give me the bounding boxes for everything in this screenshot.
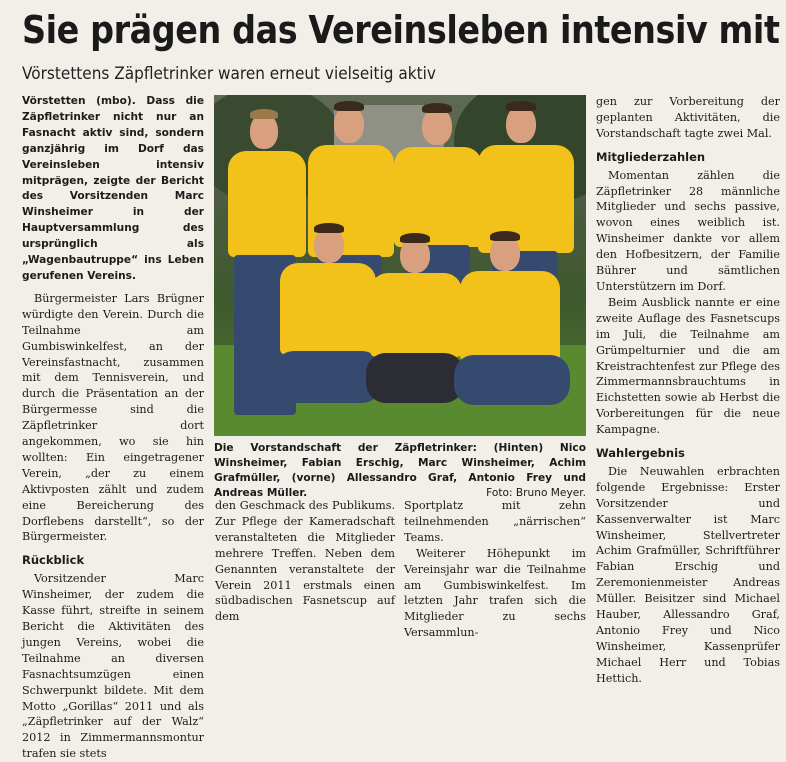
paragraph: Vorsitzender Marc Winsheimer, der zudem die Kasse führt, streifte in seinem Bericht die Aktivitäten des jungen Vereins, wobei die Teilnahme an diversen Fasnachtsumzügen einen Schwerpunkt bildete. Mit dem Motto „Gorillas“ 2011 und als „Zäpfletrinker auf der Walz“ 2012 in Zimmermannsmontur trafen sie stets <box>22 572 204 761</box>
section-heading-rueckblick: Rückblick <box>22 553 85 568</box>
section-heading-mitgliederzahlen: Mitgliederzahlen <box>596 149 706 164</box>
paragraph: Bürgermeister Lars Brügner würdigte den Verein. Durch die Teilnahme am Gumbiswinkelfest, an der Vereinsfastnacht, zusammen mit dem Tennisverein, und durch die Präsentation an der Bürgermesse sind die Zäpfletrinker dort angekommen, wo sie hin wollten: Ein eingetragener Verein, „der zu einem Aktivposten zählt und zudem eine Bereicherung des Dorflebens darstellt“, so der Bürgermeister. <box>22 291 204 544</box>
paragraph: Weiterer Höhepunkt im Vereinsjahr war die Teilnahme am Gumbiswinkelfest. Im letzten Jahr trafen sich die Mitglieder zu sechs Versammlun- <box>404 546 586 640</box>
paragraph: Die Neuwahlen erbrachten folgende Ergebnisse: Erster Vorsitzender und Kassenverwalter ist Marc Winsheimer, Stellvertreter Achim Grafmüller, Schriftführer Fabian Erschig und Zeremonienmeister Andreas Müller. Beisitzer sind Michael Hauber, Allessandro Graf, Antonio Frey und Nico Winsheimer, Kassenprüfer Michael Herr und Tobias Hettich. <box>596 464 780 685</box>
lead-paragraph: Vörstetten (mbo). Dass die Zäpfletrinker nicht nur an Fasnacht aktiv sind, sondern ganzjährig im Dorf das Vereinsleben intensiv mitprägen, zeigte der Bericht des Vorsitzenden Marc Winsheimer in der Hauptversammlung des ursprünglich als „Wagenbautruppe“ ins Leben gerufenen Vereins. <box>22 95 204 282</box>
article-column-2 <box>215 498 395 625</box>
photo-credit: Foto: Bruno Meyer. <box>486 487 586 499</box>
subheadline: Vörstettens Zäpfletrinker waren erneut vielseitig aktiv <box>22 64 436 84</box>
group-photo <box>214 95 586 436</box>
section-heading-wahlergebnis: Wahlergebnis <box>596 446 685 461</box>
article-column-4 <box>596 94 780 687</box>
paragraph: den Geschmack des Publikums. Zur Pflege der Kameradschaft veranstalteten die Mitglieder mehrere Treffen. Neben dem Genannten veranstaltete der Verein 2011 erstmals einen südbadischen Fasnetscup auf dem <box>215 499 395 624</box>
article-column-1 <box>22 94 204 762</box>
article-column-3 <box>404 498 586 641</box>
paragraph: gen zur Vorbereitung der geplanten Aktivitäten, die Vorstandschaft tagte zwei Mal. <box>596 95 780 140</box>
caption-text: Die Vorstandschaft der Zäpfletrinker: (Hinten) Nico Winsheimer, Fabian Erschig, Marc Winsheimer, Achim Grafmüller, (vorne) Allessandro Graf, Antonio Frey und Andreas Müller. <box>214 442 586 499</box>
photo-caption <box>214 441 586 501</box>
paragraph: Sportplatz mit zehn teilnehmenden „närrischen“ Teams. <box>404 499 586 544</box>
paragraph: Beim Ausblick nannte er eine zweite Auflage des Fasnetscups im Juli, die Teilnahme am Grümpelturnier und die am Kreistrachtenfest zur Pflege des Zimmermannsbrauchtums in Eichstetten sowie ab Herbst die Vorbereitungen für die neue Kampagne. <box>596 295 780 437</box>
headline: Sie prägen das Vereinsleben intensiv mit <box>22 8 780 52</box>
paragraph: Momentan zählen die Zäpfletrinker 28 männliche Mitglieder und sechs passive, wovon eines weiblich ist. Winsheimer dankte vor allem den Hofbesitzern, der Familie Bührer und sämtlichen Unterstützern im Dorf. <box>596 168 780 293</box>
